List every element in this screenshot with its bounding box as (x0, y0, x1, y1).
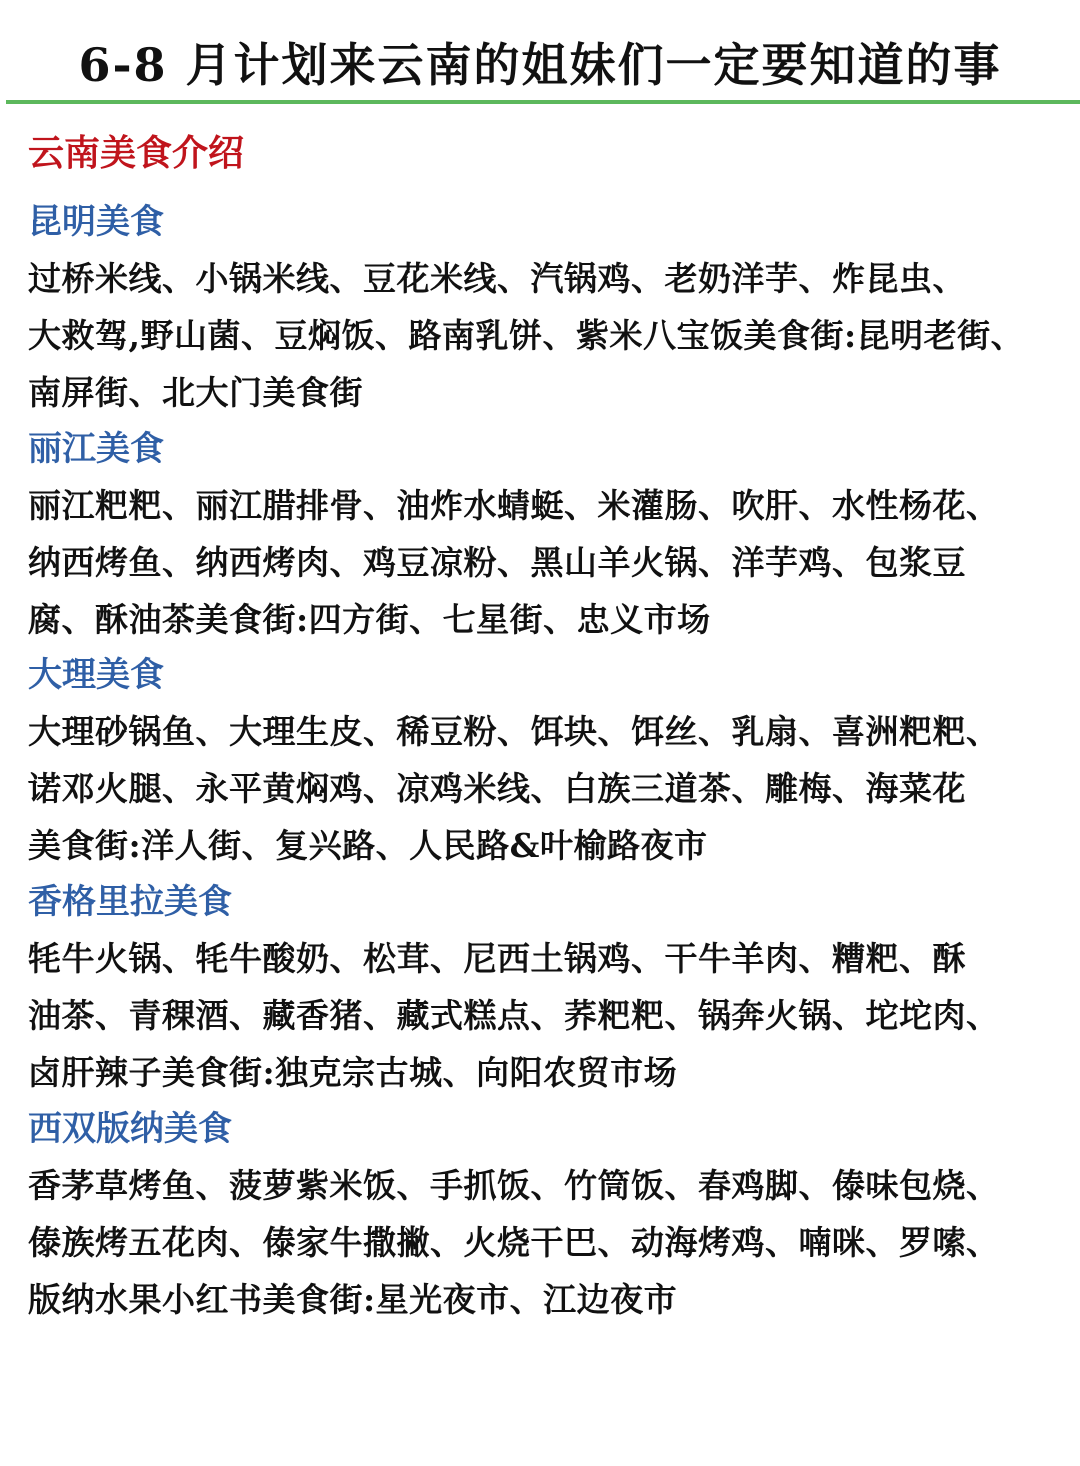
food-list (28, 250, 1058, 421)
region-title: 香格里拉美食 (28, 882, 232, 922)
section-heading: 云南美食介绍 (28, 132, 245, 174)
food-list-line: 诺邓火腿、永平黄焖鸡、凉鸡米线、白族三道茶、雕梅、海菜花 (28, 769, 966, 808)
food-list (28, 477, 1058, 648)
region-title: 昆明美食 (28, 202, 164, 242)
food-list (28, 703, 1058, 874)
food-list-line: 南屏街、北大门美食街 (28, 373, 363, 412)
food-list-line: 牦牛火锅、牦牛酸奶、松茸、尼西土锅鸡、干牛羊肉、糟粑、酥 (28, 939, 966, 978)
region-title: 大理美食 (28, 655, 164, 695)
food-list-line: 大理砂锅鱼、大理生皮、稀豆粉、饵块、饵丝、乳扇、喜洲粑粑、 (28, 712, 1000, 751)
title-divider (6, 100, 1080, 104)
region-title: 丽江美食 (28, 429, 164, 469)
food-list-line: 纳西烤鱼、纳西烤肉、鸡豆凉粉、黑山羊火锅、洋芋鸡、包浆豆 (28, 543, 966, 582)
region-xishuangbanna (28, 1101, 1058, 1328)
region-title: 西双版纳美食 (28, 1109, 232, 1149)
page-title: 6-8 月计划来云南的姐妹们一定要知道的事 (78, 38, 1002, 92)
food-list (28, 930, 1058, 1101)
food-list-line: 过桥米线、小锅米线、豆花米线、汽锅鸡、老奶洋芋、炸昆虫、 (28, 259, 966, 298)
food-list-line: 美食街:洋人街、复兴路、人民路&叶榆路夜市 (28, 826, 708, 865)
food-list-line: 油茶、青稞酒、藏香猪、藏式糕点、荞粑粑、锅奔火锅、坨坨肉、 (28, 996, 1000, 1035)
food-list-line: 傣族烤五花肉、傣家牛撒撇、火烧干巴、动海烤鸡、喃咪、罗嗦、 (28, 1223, 1000, 1262)
food-list-line: 丽江粑粑、丽江腊排骨、油炸水蜻蜓、米灌肠、吹肝、水性杨花、 (28, 486, 1000, 525)
region-kunming (28, 194, 1058, 421)
food-list-line: 版纳水果小红书美食街:星光夜市、江边夜市 (28, 1280, 678, 1319)
region-lijiang (28, 421, 1058, 648)
food-list-line: 卤肝辣子美食街:独克宗古城、向阳农贸市场 (28, 1053, 678, 1092)
food-list-line: 香茅草烤鱼、菠萝紫米饭、手抓饭、竹筒饭、春鸡脚、傣味包烧、 (28, 1166, 1000, 1205)
region-shangri-la (28, 874, 1058, 1101)
food-list-line: 大救驾,野山菌、豆焖饭、路南乳饼、紫米八宝饭美食街:昆明老街、 (28, 316, 1025, 355)
food-list (28, 1157, 1058, 1328)
food-list-line: 腐、酥油茶美食街:四方街、七星街、忠义市场 (28, 600, 711, 639)
region-dali (28, 647, 1058, 874)
